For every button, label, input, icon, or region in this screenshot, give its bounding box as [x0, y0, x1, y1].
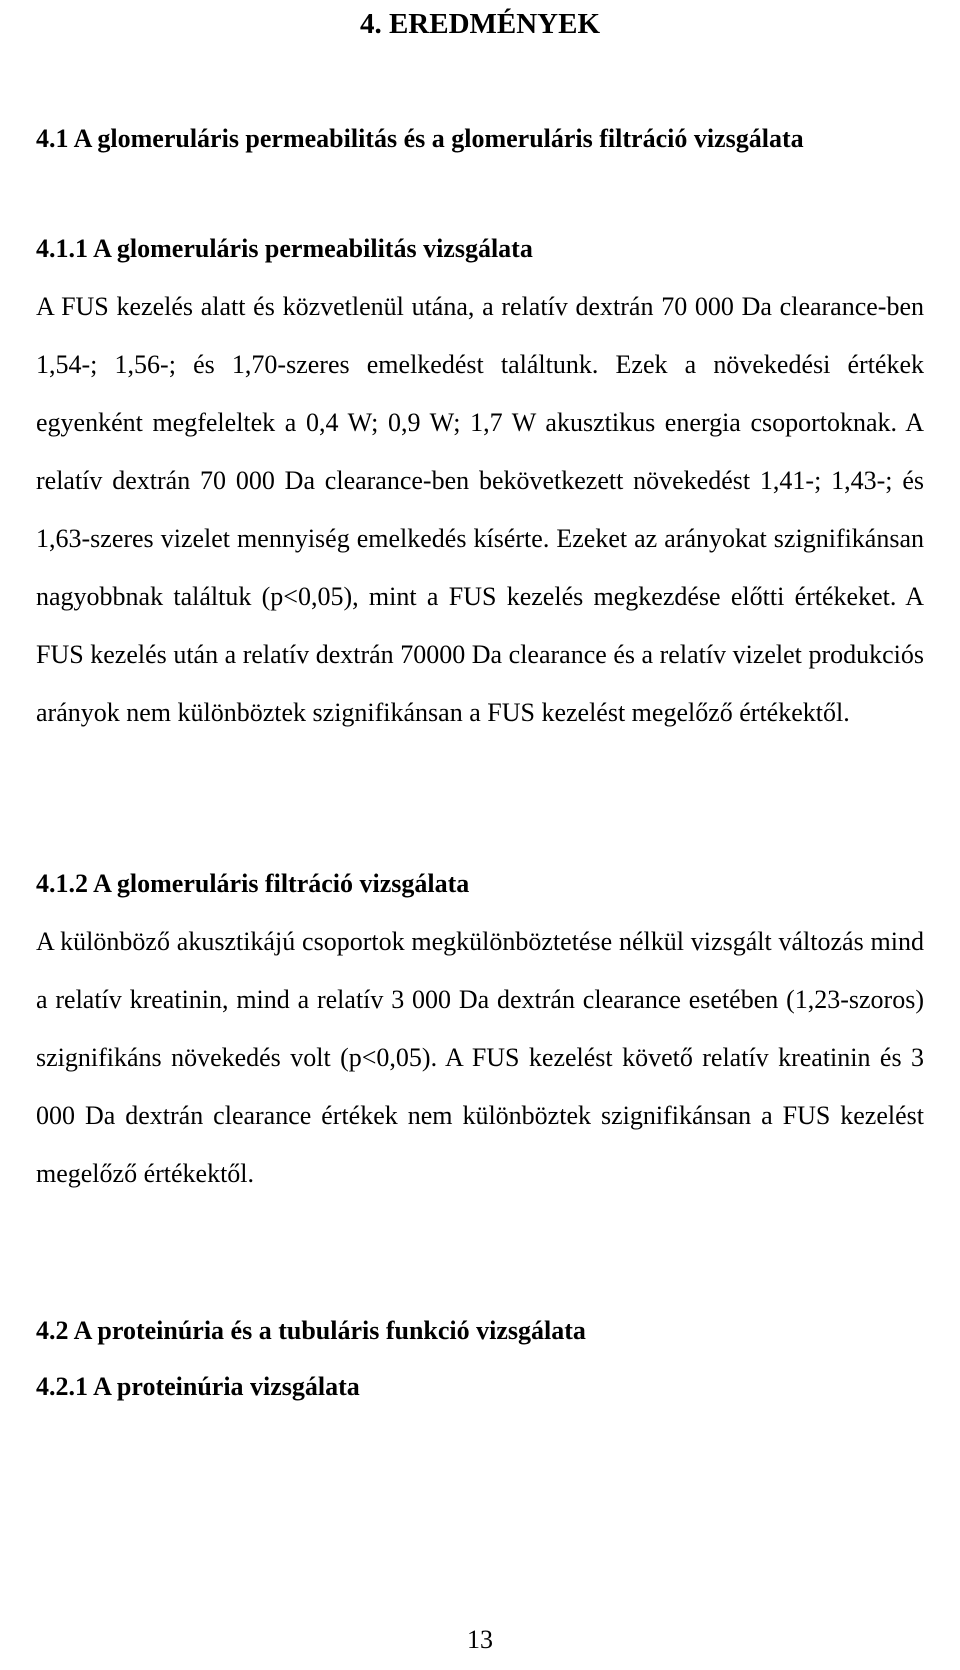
paragraph-4-1-1: A FUS kezelés alatt és közvetlenül utána, a relatív dextrán 70 000 Da clearance-ben 1,54-; 1,56-; és 1,70-szeres emelkedést találtunk. Ezek a növekedési értékek egyenként megfeleltek a 0,4 W; 0,9 W; 1,7 W akusztikus energia csoportoknak. A relatív dextrán 70 000 Da clearance-ben bekövetkezett növekedést 1,41-; 1,43-; és 1,63-szeres vizelet mennyiség emelkedés kísérte. Ezeket az arányokat szignifikánsan nagyobbnak találtuk (p<0,05), mint a FUS kezelés megkezdése előtti értékeket. A FUS kezelés után a relatív dextrán 70000 Da clearance és a relatív vizelet produkciós arányok nem különböztek szignifikánsan a FUS kezelést megelőző értékektől. [36, 292, 924, 727]
chapter-title: 4. EREDMÉNYEK [359, 8, 601, 40]
section-heading-4-1: 4.1 A glomeruláris permeabilitás és a glomeruláris filtráció vizsgálata [36, 124, 804, 153]
subsection-heading-4-2-1: 4.2.1 A proteinúria vizsgálata [36, 1372, 360, 1401]
subsection-4-1-1 [36, 220, 924, 742]
subsection-4-1-2 [36, 855, 924, 1203]
subsection-heading-4-1-2: 4.1.2 A glomeruláris filtráció vizsgálata [36, 869, 470, 898]
paragraph-4-1-2: A különböző akusztikájú csoportok megkülönböztetése nélkül vizsgált változás mind a relatív kreatinin, mind a relatív 3 000 Da dextrán clearance esetében (1,23-szoros) szignifikáns növekedés volt (p<0,05). A FUS kezelést követő relatív kreatinin és 3 000 Da dextrán clearance értékek nem különböztek szignifikánsan a FUS kezelést megelőző értékektől. [36, 927, 924, 1188]
page-number: 13 [467, 1625, 493, 1654]
section-heading-4-2: 4.2 A proteinúria és a tubuláris funkció vizsgálata [36, 1316, 586, 1345]
subsection-heading-4-1-1: 4.1.1 A glomeruláris permeabilitás vizsgálata [36, 234, 533, 263]
